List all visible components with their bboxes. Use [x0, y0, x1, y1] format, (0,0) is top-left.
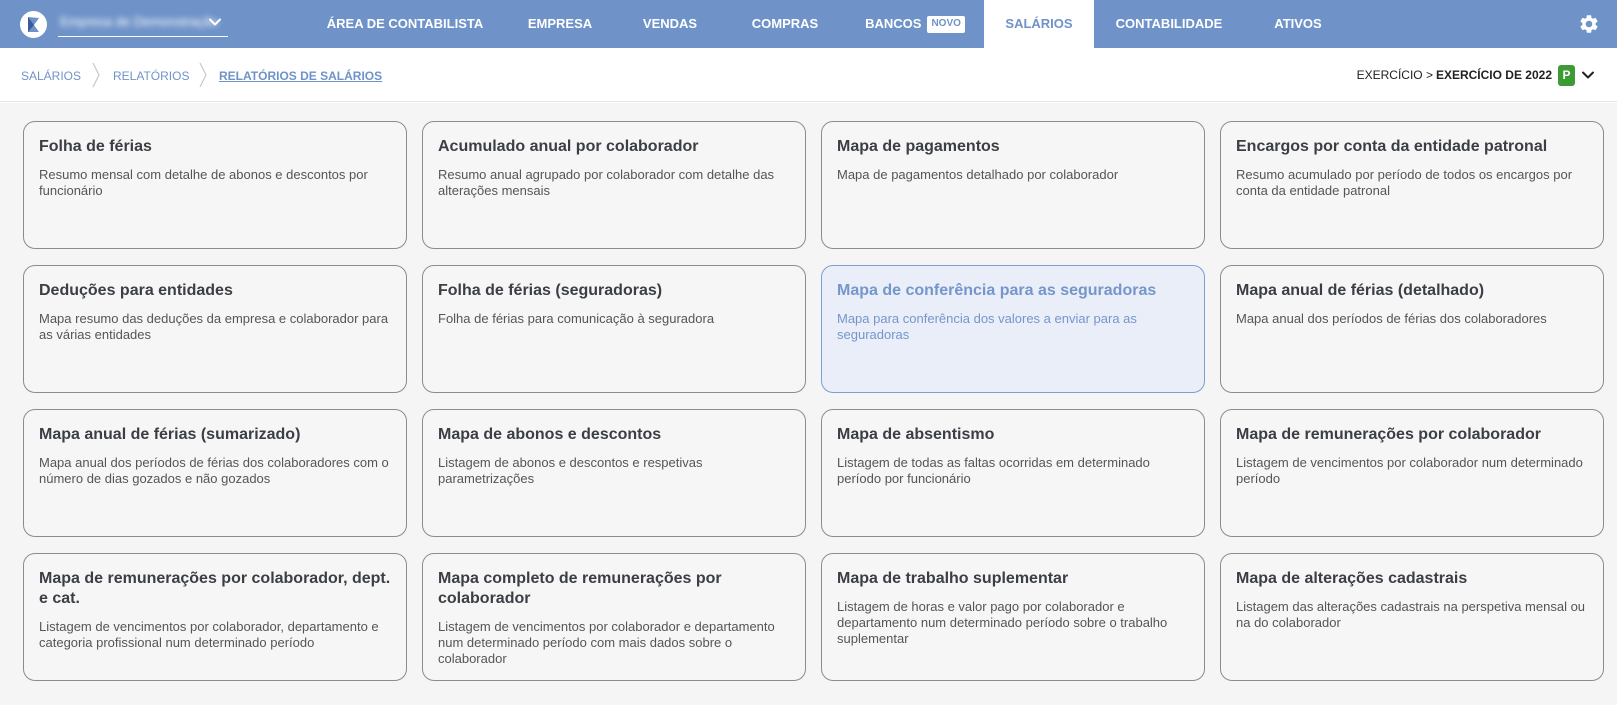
report-description: Resumo acumulado por período de todos os encargos por conta da entidade patronal	[1236, 167, 1573, 198]
report-title: Mapa de remunerações por colaborador, dept. e cat.	[39, 570, 391, 607]
report-title: Mapa de alterações cadastrais	[1236, 570, 1468, 587]
company-selector[interactable]	[58, 10, 228, 37]
report-title: Acumulado anual por colaborador	[438, 138, 699, 155]
report-description: Mapa anual dos períodos de férias dos colaboradores	[1236, 311, 1547, 326]
nav-contabilidade[interactable]: CONTABILIDADE	[1115, 16, 1223, 31]
nav-ativos[interactable]: ATIVOS	[1274, 16, 1322, 31]
breadcrumb-salarios[interactable]: SALÁRIOS	[21, 69, 82, 83]
report-description: Listagem das alterações cadastrais na perspetiva mensal ou na do colaborador	[1236, 599, 1586, 630]
report-card[interactable]	[23, 553, 407, 681]
report-description: Folha de férias para comunicação à seguradora	[438, 311, 715, 326]
breadcrumb	[0, 48, 1617, 102]
chevron-down-icon	[208, 15, 222, 29]
report-card[interactable]	[821, 121, 1205, 249]
report-title: Encargos por conta da entidade patronal	[1236, 138, 1548, 155]
report-card[interactable]	[23, 409, 407, 537]
report-card[interactable]	[422, 265, 806, 393]
report-title: Folha de férias	[39, 138, 152, 155]
exercise-status-badge: P	[1558, 65, 1575, 86]
report-card[interactable]	[422, 553, 806, 681]
report-title: Deduções para entidades	[39, 282, 233, 299]
nav-empresa[interactable]: EMPRESA	[527, 16, 593, 31]
report-title: Mapa de remunerações por colaborador	[1236, 426, 1541, 443]
chevron-down-icon	[1581, 68, 1595, 82]
nav-contabilista[interactable]: ÁREA DE CONTABILISTA	[326, 16, 484, 31]
report-description: Mapa anual dos períodos de férias dos colaboradores com o número de dias gozados e não gozados	[39, 455, 389, 486]
nav-salarios[interactable]: SALÁRIOS	[984, 0, 1094, 48]
report-card[interactable]	[821, 409, 1205, 537]
report-description: Listagem de vencimentos por colaborador num determinado período	[1236, 455, 1583, 486]
nav-bancos[interactable]: BANCOS NOVO	[855, 0, 975, 48]
gear-icon[interactable]	[1578, 13, 1600, 35]
report-description: Listagem de vencimentos por colaborador, departamento e categoria profissional num determinado período	[39, 619, 379, 650]
report-card[interactable]	[422, 121, 806, 249]
nav-compras[interactable]: COMPRAS	[751, 16, 819, 31]
report-title: Mapa de pagamentos	[837, 138, 1000, 155]
reports-grid	[0, 103, 1617, 705]
report-card[interactable]	[23, 121, 407, 249]
breadcrumb-relatorios[interactable]: RELATÓRIOS	[113, 69, 190, 83]
report-card[interactable]	[422, 409, 806, 537]
new-badge: NOVO	[927, 16, 964, 33]
report-card[interactable]	[1220, 265, 1604, 393]
report-title: Mapa completo de remunerações por colaborador	[438, 570, 722, 607]
exercise-selector[interactable]	[1357, 64, 1595, 86]
chevron-right-icon	[198, 62, 208, 88]
report-description: Mapa para conferência dos valores a enviar para as seguradoras	[837, 311, 1137, 342]
report-description: Mapa resumo das deduções da empresa e colaborador para as várias entidades	[39, 311, 389, 342]
report-card[interactable]	[821, 553, 1205, 681]
report-card[interactable]	[821, 265, 1205, 393]
report-card[interactable]	[23, 265, 407, 393]
report-description: Listagem de vencimentos por colaborador e departamento num determinado período com mais dados sobre o colaborador	[438, 619, 775, 666]
chevron-right-icon	[91, 62, 101, 88]
report-description: Mapa de pagamentos detalhado por colaborador	[837, 167, 1119, 182]
exercise-name: EXERCÍCIO DE 2022	[1435, 68, 1552, 82]
breadcrumb-relatorios-salarios[interactable]: RELATÓRIOS DE SALÁRIOS	[219, 69, 383, 83]
company-name: Empresa de Demonstração	[60, 14, 219, 29]
report-title: Mapa de trabalho suplementar	[837, 570, 1069, 587]
report-title: Mapa de conferência para as seguradoras	[837, 282, 1157, 299]
report-description: Resumo anual agrupado por colaborador com detalhe das alterações mensais	[438, 167, 775, 198]
report-title: Mapa anual de férias (detalhado)	[1236, 282, 1485, 299]
report-title: Folha de férias (seguradoras)	[438, 282, 663, 299]
report-title: Mapa de absentismo	[837, 426, 995, 443]
report-card[interactable]	[1220, 121, 1604, 249]
report-description: Listagem de horas e valor pago por colaborador e departamento num determinado período sobre o trabalho suplementar	[837, 599, 1168, 646]
report-card[interactable]	[1220, 553, 1604, 681]
report-title: Mapa anual de férias (sumarizado)	[39, 426, 301, 443]
top-navigation	[0, 0, 1617, 48]
report-description: Listagem de abonos e descontos e respetivas parametrizações	[438, 455, 703, 486]
report-card[interactable]	[1220, 409, 1604, 537]
report-description: Resumo mensal com detalhe de abonos e descontos por funcionário	[39, 167, 368, 198]
nav-vendas[interactable]: VENDAS	[642, 16, 698, 31]
exercise-prefix: EXERCÍCIO >	[1356, 68, 1433, 82]
report-title: Mapa de abonos e descontos	[438, 426, 662, 443]
report-description: Listagem de todas as faltas ocorridas em determinado período por funcionário	[837, 455, 1150, 486]
brand-logo-icon[interactable]	[20, 11, 47, 38]
